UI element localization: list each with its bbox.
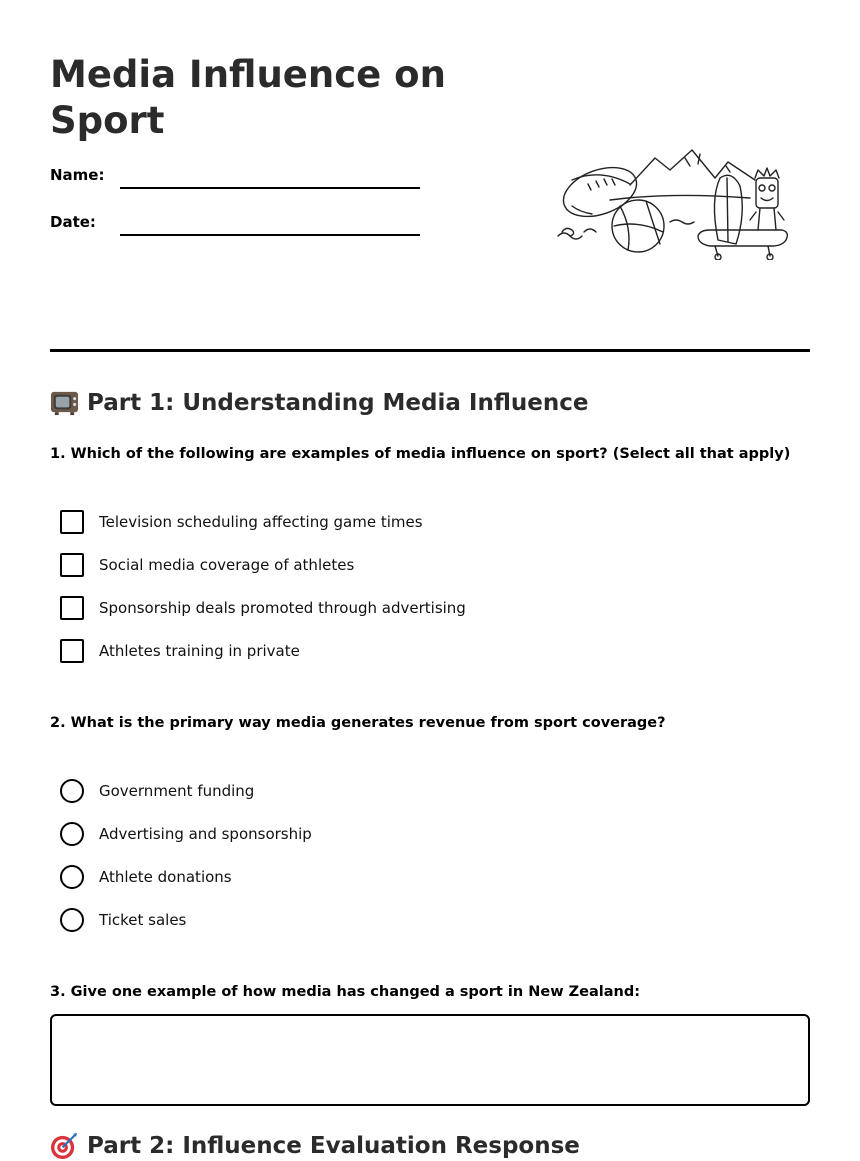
sports-beach-illustration-icon: [550, 140, 795, 260]
q2-option-4[interactable]: [60, 908, 186, 932]
page-title: Media Influence on Sport: [50, 53, 446, 142]
option-label: Television scheduling affecting game times: [99, 513, 423, 531]
question-2: 2. What is the primary way media generates revenue from sport coverage?: [50, 715, 666, 731]
q1-option-1[interactable]: [60, 510, 423, 534]
option-label: Ticket sales: [99, 911, 187, 929]
section-divider: [50, 349, 810, 352]
q1-option-3[interactable]: [60, 596, 466, 620]
date-label: Date:: [50, 213, 96, 231]
option-label: Government funding: [99, 782, 255, 800]
part2-title: Part 2: Influence Evaluation Response: [87, 1132, 580, 1159]
option-label: Advertising and sponsorship: [99, 825, 312, 843]
checkbox[interactable]: [60, 510, 84, 534]
television-icon: [50, 388, 79, 417]
option-label: Sponsorship deals promoted through advertising: [99, 599, 466, 617]
option-label: Athletes training in private: [99, 642, 300, 660]
part1-title: Part 1: Understanding Media Influence: [87, 389, 589, 416]
target-dart-icon: [50, 1131, 79, 1160]
checkbox[interactable]: [60, 639, 84, 663]
q1-option-4[interactable]: [60, 639, 300, 663]
checkbox[interactable]: [60, 553, 84, 577]
option-label: Social media coverage of athletes: [99, 556, 355, 574]
radio-button[interactable]: [60, 779, 84, 803]
option-label: Athlete donations: [99, 868, 232, 886]
q2-option-2[interactable]: [60, 822, 312, 846]
question-1: 1. Which of the following are examples of media influence on sport? (Select all that apply): [50, 446, 791, 462]
part1-heading: [50, 388, 588, 417]
name-label: Name:: [50, 166, 105, 184]
radio-button[interactable]: [60, 865, 84, 889]
checkbox[interactable]: [60, 596, 84, 620]
radio-button[interactable]: [60, 908, 84, 932]
q2-option-3[interactable]: [60, 865, 232, 889]
q3-answer-textarea[interactable]: [50, 1014, 810, 1106]
q1-option-2[interactable]: [60, 553, 354, 577]
radio-button[interactable]: [60, 822, 84, 846]
name-field[interactable]: [120, 187, 420, 189]
date-field[interactable]: [120, 234, 420, 236]
part2-heading: [50, 1131, 580, 1160]
question-3: 3. Give one example of how media has changed a sport in New Zealand:: [50, 984, 641, 1000]
q2-option-1[interactable]: [60, 779, 254, 803]
